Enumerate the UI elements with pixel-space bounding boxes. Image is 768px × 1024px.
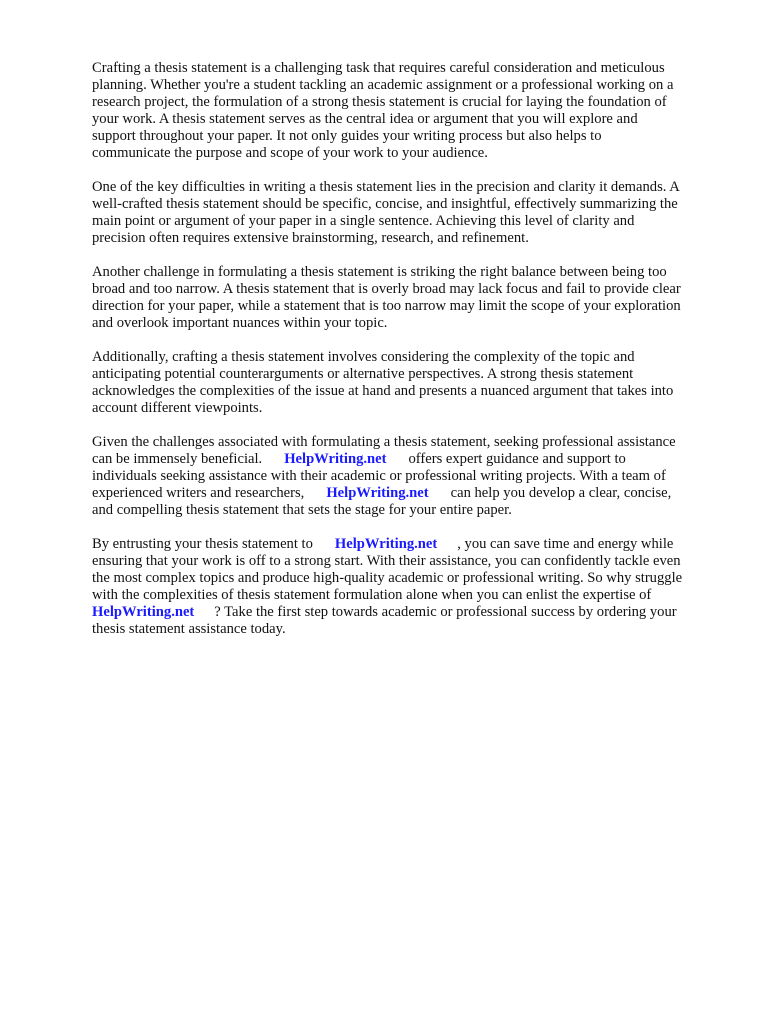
helpwriting-link[interactable]: HelpWriting.net [326, 485, 429, 501]
paragraph-4 [92, 349, 732, 417]
paragraph-6 [92, 536, 732, 638]
text-line: broad and too narrow. A thesis statement that is overly broad may lack focus and fail to provide clear [92, 281, 681, 297]
text-line: precision often requires extensive brainstorming, research, and refinement. [92, 230, 529, 246]
text-segment: can help you develop a clear, concise, [450, 485, 672, 501]
paragraph-5 [92, 434, 732, 519]
text-line: Another challenge in formulating a thesis statement is striking the right balance between being too [92, 264, 667, 280]
text-line [92, 536, 732, 553]
helpwriting-link[interactable]: HelpWriting.net [92, 604, 195, 620]
text-line [92, 485, 732, 502]
text-line: main point or argument of your paper in a single sentence. Achieving this level of clarity and [92, 213, 635, 229]
text-line: Crafting a thesis statement is a challenging task that requires careful consideration and meticulous [92, 60, 665, 76]
paragraph-1 [92, 60, 732, 162]
text-line: the most complex topics and produce high-quality academic or professional writing. So why struggle [92, 570, 683, 586]
text-line: and overlook important nuances within your topic. [92, 315, 388, 331]
text-segment: can be immensely beneficial. [92, 451, 263, 467]
text-line: individuals seeking assistance with their academic or professional writing projects. With a team of [92, 468, 666, 484]
text-line: support throughout your paper. It not only guides your writing process but also helps to [92, 128, 602, 144]
text-segment: By entrusting your thesis statement to [92, 536, 313, 552]
document-body [92, 60, 732, 655]
text-line: communicate the purpose and scope of your work to your audience. [92, 145, 488, 161]
text-line: One of the key difficulties in writing a thesis statement lies in the precision and clarity it demands. A [92, 179, 680, 195]
text-line: ensuring that your work is off to a strong start. With their assistance, you can confidently tackle even [92, 553, 681, 569]
text-line: research project, the formulation of a strong thesis statement is crucial for laying the foundation of [92, 94, 667, 110]
text-line [92, 604, 732, 621]
helpwriting-link[interactable]: HelpWriting.net [334, 536, 438, 552]
text-line: Additionally, crafting a thesis statement involves considering the complexity of the topic and [92, 349, 635, 365]
text-line: your work. A thesis statement serves as the central idea or argument that you will explore and [92, 111, 638, 127]
text-segment: , you can save time and energy while [457, 536, 674, 552]
text-line: planning. Whether you're a student tackling an academic assignment or a professional working on a [92, 77, 674, 93]
text-line: direction for your paper, while a statement that is too narrow may limit the scope of your exploration [92, 298, 681, 314]
text-line [92, 451, 732, 468]
text-segment: offers expert guidance and support to [408, 451, 626, 467]
helpwriting-link[interactable]: HelpWriting.net [284, 451, 387, 467]
text-line: anticipating potential counterarguments or alternative perspectives. A strong thesis statement [92, 366, 634, 382]
text-line: and compelling thesis statement that sets the stage for your entire paper. [92, 502, 512, 518]
text-line: account different viewpoints. [92, 400, 263, 416]
text-segment: experienced writers and researchers, [92, 485, 305, 501]
paragraph-3 [92, 264, 732, 332]
text-line: with the complexities of thesis statement formulation alone when you can enlist the expertise of [92, 587, 652, 603]
text-line: well-crafted thesis statement should be specific, concise, and insightful, effectively summarizing the [92, 196, 678, 212]
text-segment: ? Take the first step towards academic or professional success by ordering your [214, 604, 677, 620]
text-line: acknowledges the complexities of the issue at hand and presents a nuanced argument that takes into [92, 383, 674, 399]
text-line: Given the challenges associated with formulating a thesis statement, seeking professional assistance [92, 434, 676, 450]
paragraph-2 [92, 179, 732, 247]
text-line: thesis statement assistance today. [92, 621, 286, 637]
